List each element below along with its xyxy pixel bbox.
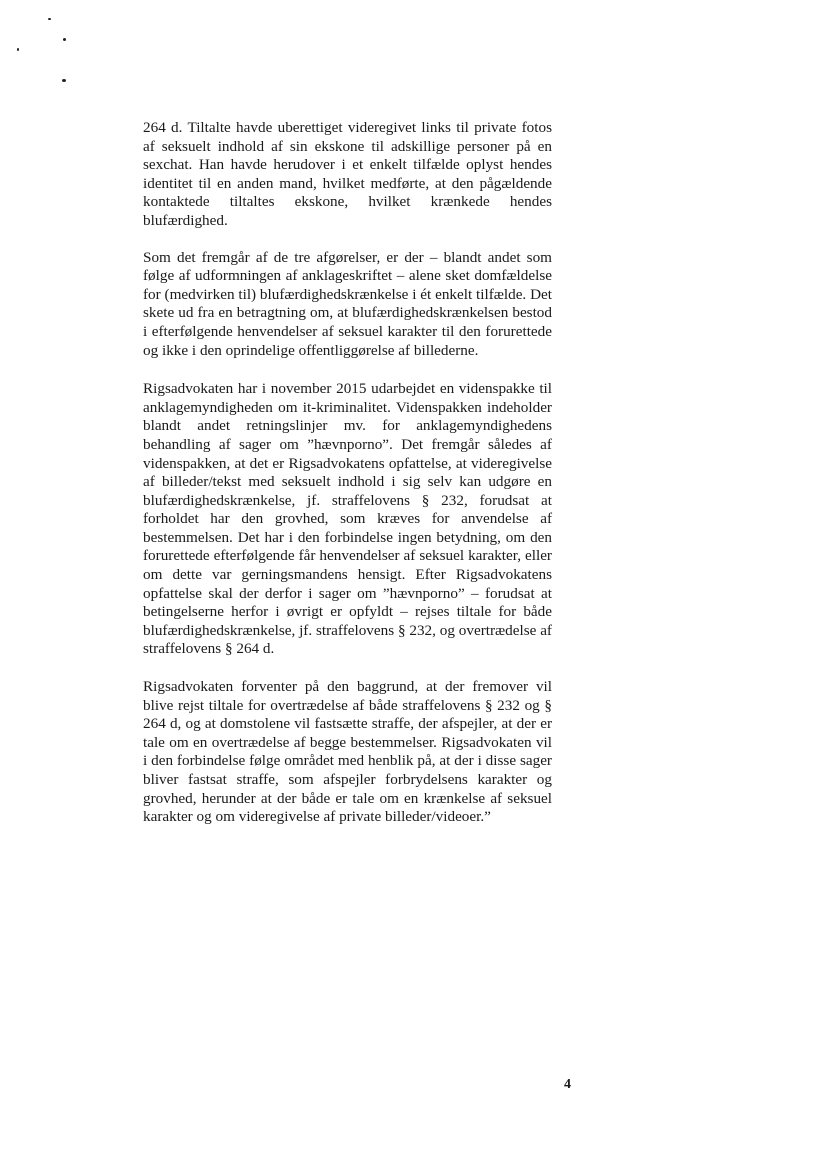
page-number: 4: [564, 1077, 571, 1092]
paragraph-revenge-porn-case: 264 d. Tiltalte havde uberettiget videregivet links til private fotos af seksuelt indhold af sin ekskone til adskillige personer på en sexchat. Han havde herudover i et enkelt tilfælde oplyst hendes identitet til en anden mand, hvilket medførte, at den pågældende kontaktede tiltaltes ekskone, hvilket krænkede hendes blufærdighed.: [143, 119, 552, 229]
scan-speck: [62, 79, 66, 82]
scan-speck: [17, 48, 19, 51]
scan-speck: [63, 38, 66, 41]
paragraph-three-decisions: Som det fremgår af de tre afgørelser, er der – blandt andet som følge af udformningen af anklageskriftet – alene sket domfældelse for (medvirken til) blufærdighedskrænkelse i ét enkelt tilfælde. Det skete ud fra en betragtning om, at blufærdighedskrænkelsen bestod i efterfølgende henvendelser af seksuel karakter til den forurettede og ikke i den oprindelige offentliggørelse af billederne.: [143, 248, 552, 359]
document-body: [143, 119, 552, 827]
scan-speck: [48, 18, 51, 20]
paragraph-expectations: Rigsadvokaten forventer på den baggrund, at der fremover vil blive rejst tiltale for overtrædelse af både straffelovens § 232 og § 264 d, og at domstolene vil fastsætte straffe, der afspejler, at der er tale om en overtrædelse af begge bestemmelser. Rigsadvokaten vil i den forbindelse følge området med henblik på, at der i disse sager bliver fastsat straffe, som afspejler forbrydelsens karakter og grovhed, herunder at der både er tale om en krænkelse af seksuel karakter og om videregivelse af private billeder/videoer.”: [143, 678, 552, 826]
paragraph-knowledge-package: Rigsadvokaten har i november 2015 udarbejdet en videnspakke til anklagemyndigheden om it-kriminalitet. Videnspakken indeholder blandt andet retningslinjer mv. for anklagemyndighedens behandling af sager om ”hævnporno”. Det fremgår således af videnspakken, at det er Rigsadvokatens opfattelse, at videregivelse af billeder/tekst med seksuelt indhold i sig selv kan udgøre en blufærdighedskrænkelse, jf. straffelovens § 232, forudsat at forholdet har den grovhed, som kræves for anvendelse af bestemmelsen. Det har i den forbindelse ingen betydning, om den forurettede efterfølgende får henvendelser af seksuel karakter, eller om dette var gerningsmandens hensigt. Efter Rigsadvokatens opfattelse skal der derfor i sager om ”hævnporno” – forudsat at betingelserne herfor i øvrigt er opfyldt – rejses tiltale for både blufærdighedskrænkelse, jf. straffelovens § 232, og overtrædelse af straffelovens § 264 d.: [143, 380, 552, 658]
